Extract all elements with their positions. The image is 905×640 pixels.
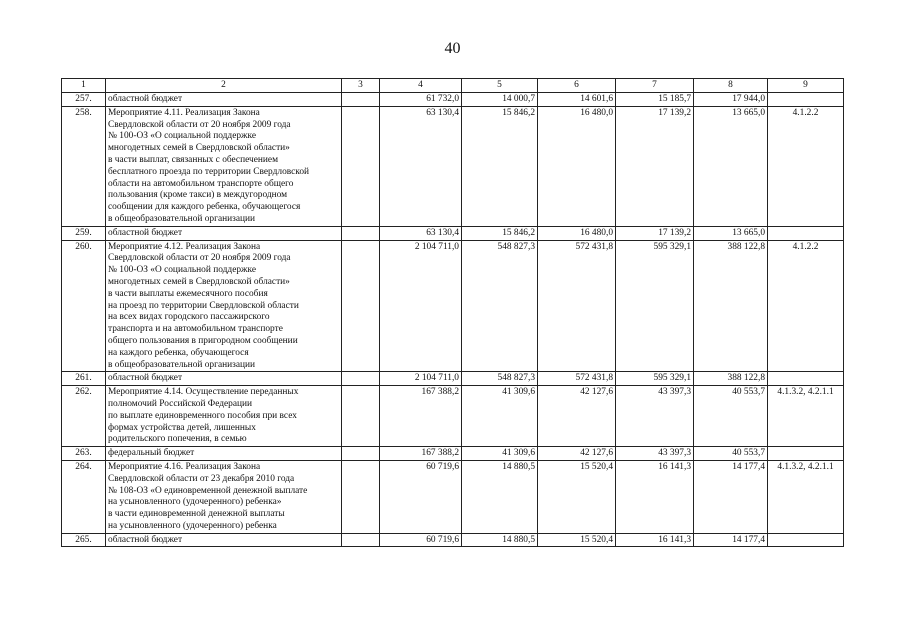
column-7-value: 15 185,7 [616,93,694,107]
row-number-cell: 261. [62,372,106,386]
column-6-value: 15 520,4 [538,533,616,547]
column-3-cell [342,93,380,107]
target-code-cell [768,372,844,386]
description-cell: областной бюджет [106,226,342,240]
target-code-cell [768,533,844,547]
row-number-cell: 260. [62,240,106,372]
column-5-value: 548 827,3 [462,372,538,386]
column-5-value: 15 846,2 [462,226,538,240]
column-3-cell [342,240,380,372]
description-cell: Мероприятие 4.14. Осуществление переданных полномочий Российской Федерации по выплате единовременного пособия при всех формах устройства детей, лишенных родительского попечения, в семью [106,386,342,447]
page-number: 40 [444,40,461,57]
row-number-cell: 264. [62,460,106,533]
column-8-value: 17 944,0 [694,93,768,107]
column-6-value: 572 431,8 [538,240,616,372]
row-number-cell: 257. [62,93,106,107]
column-6-value: 15 520,4 [538,460,616,533]
target-code-cell [768,447,844,461]
description-cell: Мероприятие 4.12. Реализация Закона Свердловской области от 20 ноября 2009 года № 100-ОЗ «О социальной поддержке многодетных семей в Свердловской области» в части выплаты ежемесячного пособия на проезд по территории Свердловской области на всех видах городского пассажирского транспорта и на автомобильном транспорте общего пользования в пригородном сообщении на каждого ребенка, обучающегося в общеобразовательной организации [106,240,342,372]
column-6-value: 42 127,6 [538,386,616,447]
column-header: 4 [380,79,462,93]
column-7-value: 16 141,3 [616,460,694,533]
column-3-cell [342,226,380,240]
column-7-value: 595 329,1 [616,240,694,372]
column-8-value: 13 665,0 [694,106,768,226]
table-header-row [62,79,844,93]
row-number-cell: 262. [62,386,106,447]
table-row [62,460,844,533]
target-code-cell: 4.1.2.2 [768,106,844,226]
column-8-value: 14 177,4 [694,533,768,547]
column-5-value: 548 827,3 [462,240,538,372]
column-4-value: 60 719,6 [380,460,462,533]
description-cell: областной бюджет [106,372,342,386]
column-8-value: 14 177,4 [694,460,768,533]
target-code-cell: 4.1.3.2, 4.2.1.1 [768,460,844,533]
table-row [62,106,844,226]
column-8-value: 388 122,8 [694,372,768,386]
table-row [62,386,844,447]
column-7-value: 17 139,2 [616,226,694,240]
column-6-value: 42 127,6 [538,447,616,461]
column-7-value: 43 397,3 [616,386,694,447]
row-number-cell: 258. [62,106,106,226]
column-5-value: 14 880,5 [462,460,538,533]
column-4-value: 167 388,2 [380,447,462,461]
column-4-value: 2 104 711,0 [380,372,462,386]
column-6-value: 16 480,0 [538,106,616,226]
column-8-value: 40 553,7 [694,386,768,447]
column-5-value: 41 309,6 [462,386,538,447]
target-code-cell [768,226,844,240]
column-8-value: 40 553,7 [694,447,768,461]
target-code-cell: 4.1.2.2 [768,240,844,372]
table-body [62,93,844,547]
description-cell: Мероприятие 4.16. Реализация Закона Свердловской области от 23 декабря 2010 года № 108-ОЗ «О единовременной денежной выплате на усыновленного (удочеренного) ребенка» в части единовременной денежной выплаты на усыновленного (удочеренного) ребенка [106,460,342,533]
row-number-cell: 265. [62,533,106,547]
table-row [62,533,844,547]
column-header: 3 [342,79,380,93]
row-number-cell: 259. [62,226,106,240]
column-3-cell [342,372,380,386]
table-row [62,447,844,461]
column-5-value: 14 000,7 [462,93,538,107]
column-header: 6 [538,79,616,93]
column-4-value: 63 130,4 [380,226,462,240]
column-3-cell [342,386,380,447]
column-3-cell [342,106,380,226]
budget-table [61,78,844,547]
column-header: 7 [616,79,694,93]
column-3-cell [342,533,380,547]
column-4-value: 60 719,6 [380,533,462,547]
column-6-value: 14 601,6 [538,93,616,107]
column-header: 5 [462,79,538,93]
table-row [62,226,844,240]
column-3-cell [342,460,380,533]
target-code-cell [768,93,844,107]
description-cell: областной бюджет [106,533,342,547]
column-5-value: 15 846,2 [462,106,538,226]
column-header: 8 [694,79,768,93]
description-cell: областной бюджет [106,93,342,107]
table-row [62,372,844,386]
table-row [62,93,844,107]
column-3-cell [342,447,380,461]
column-7-value: 595 329,1 [616,372,694,386]
column-header: 9 [768,79,844,93]
column-6-value: 572 431,8 [538,372,616,386]
column-7-value: 17 139,2 [616,106,694,226]
column-6-value: 16 480,0 [538,226,616,240]
target-code-cell: 4.1.3.2, 4.2.1.1 [768,386,844,447]
column-5-value: 14 880,5 [462,533,538,547]
row-number-cell: 263. [62,447,106,461]
column-5-value: 41 309,6 [462,447,538,461]
column-4-value: 63 130,4 [380,106,462,226]
column-header: 2 [106,79,342,93]
column-4-value: 61 732,0 [380,93,462,107]
column-8-value: 388 122,8 [694,240,768,372]
column-header: 1 [62,79,106,93]
column-8-value: 13 665,0 [694,226,768,240]
description-cell: Мероприятие 4.11. Реализация Закона Свердловской области от 20 ноября 2009 года № 100-ОЗ «О социальной поддержке многодетных семей в Свердловской области» в части выплат, связанных с обеспечением бесплатного проезда по территории Свердловской области на автомобильном транспорте общего пользования (кроме такси) в междугородном сообщении для каждого ребенка, обучающегося в общеобразовательной организации [106,106,342,226]
column-7-value: 43 397,3 [616,447,694,461]
column-4-value: 2 104 711,0 [380,240,462,372]
column-4-value: 167 388,2 [380,386,462,447]
description-cell: федеральный бюджет [106,447,342,461]
table-row [62,240,844,372]
column-7-value: 16 141,3 [616,533,694,547]
